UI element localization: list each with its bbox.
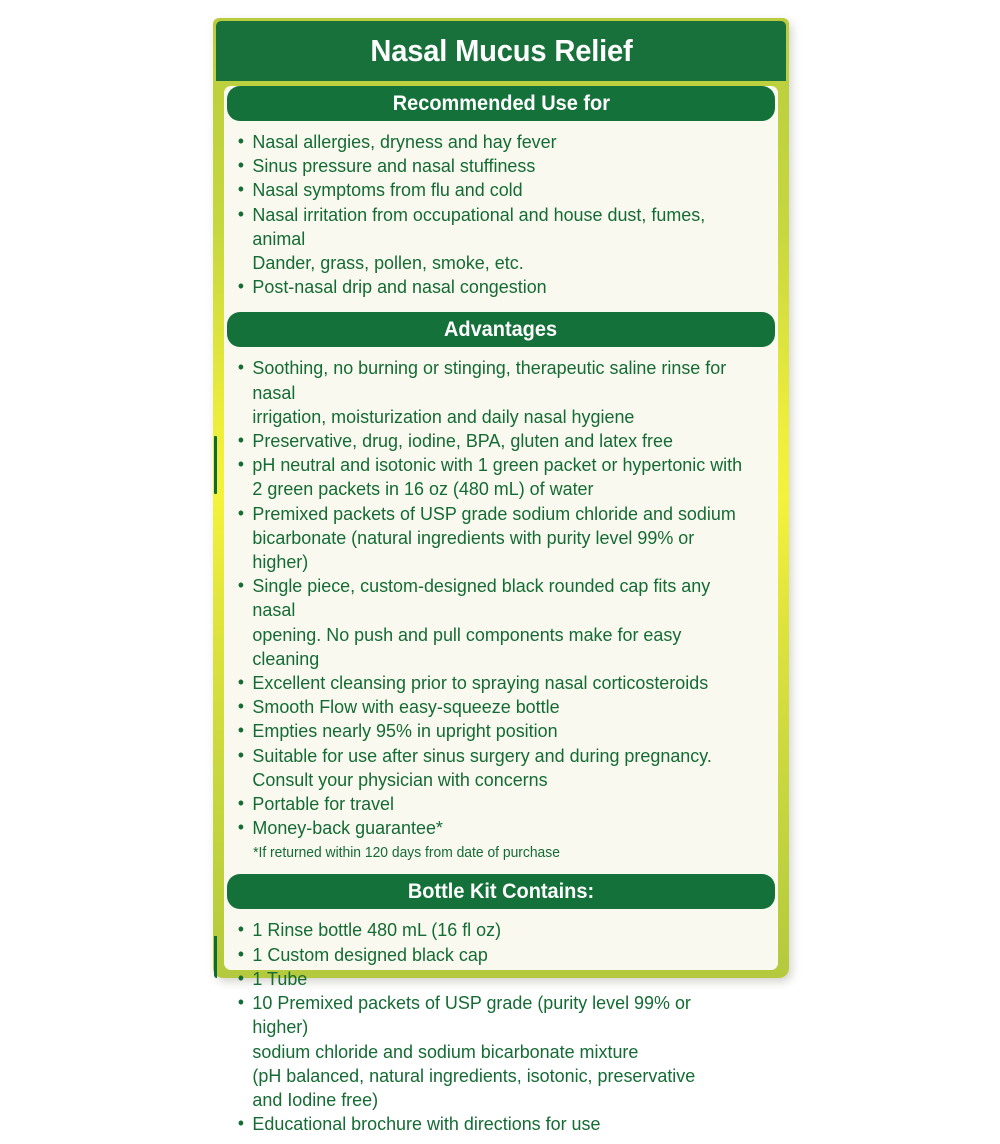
- section-footnote: *If returned within 120 days from date of purchase: [253, 845, 560, 862]
- list-item-line: • Soothing, no burning or stinging, therapeutic saline rinse for nasal: [252, 357, 727, 403]
- section-1: [224, 86, 778, 306]
- section-header-pill: [227, 874, 775, 909]
- list-item-line: • Single piece, custom-designed black rounded cap fits any nasal: [252, 575, 711, 621]
- list-item-line: • 10 Premixed packets of USP grade (purity level 99% or higher): [252, 992, 691, 1038]
- list-item: [236, 1112, 749, 1136]
- list-item-line: • pH neutral and isotonic with 1 green packet or hypertonic with: [252, 454, 743, 476]
- list-item-line: • Nasal symptoms from flu and cold: [252, 179, 523, 201]
- list-item: [236, 816, 749, 840]
- list-item-line: Consult your physician with concerns: [252, 768, 548, 790]
- sections-container: [224, 86, 778, 1144]
- list-item-line: • Suitable for use after sinus surgery and during pregnancy.: [252, 744, 712, 766]
- list-item: [236, 502, 749, 575]
- bullet-list: [224, 909, 778, 1144]
- list-item-line: • Premixed packets of USP grade sodium chloride and sodium: [252, 502, 736, 524]
- list-item-line: and Iodine free): [252, 1088, 379, 1110]
- section-heading: Bottle Kit Contains:: [407, 879, 595, 903]
- list-item: [236, 719, 749, 743]
- list-item: [236, 178, 749, 202]
- list-item: [236, 429, 749, 453]
- bullet-list: [224, 121, 778, 306]
- list-item: [236, 574, 749, 671]
- list-item-line: • 1 Tube: [252, 967, 308, 989]
- section-3: [224, 874, 778, 1144]
- list-item-line: irrigation, moisturization and daily nasal hygiene: [252, 405, 635, 427]
- list-item: [236, 453, 749, 501]
- list-item-line: • Excellent cleansing prior to spraying nasal corticosteroids: [252, 672, 709, 694]
- list-item-line: (pH balanced, natural ingredients, isotonic, preservative: [252, 1064, 696, 1086]
- bullet-list: [224, 347, 778, 840]
- list-item-line: sodium chloride and sodium bicarbonate mixture: [252, 1040, 639, 1062]
- list-item: [236, 744, 749, 792]
- list-item: [236, 991, 749, 1112]
- list-item: [236, 154, 749, 178]
- content-card: [224, 86, 778, 1135]
- product-title-bar: [216, 21, 786, 81]
- list-item: [236, 671, 749, 695]
- list-item: [236, 695, 749, 719]
- list-item-line: 2 green packets in 16 oz (480 mL) of water: [252, 478, 594, 500]
- left-edge-accent-upper: [214, 436, 217, 494]
- page-title: Nasal Mucus Relief: [369, 33, 633, 68]
- list-item: [236, 967, 749, 991]
- list-item-line: • Smooth Flow with easy-squeeze bottle: [252, 696, 560, 718]
- list-item: [236, 792, 749, 816]
- left-edge-accent-lower: [214, 936, 217, 978]
- list-item: [236, 203, 749, 276]
- list-item-line: opening. No push and pull components make for easy cleaning: [252, 623, 682, 669]
- list-item-line: bicarbonate (natural ingredients with purity level 99% or higher): [252, 526, 695, 573]
- list-item-line: • Nasal irritation from occupational and house dust, fumes, animal: [252, 203, 706, 249]
- list-item-line: Dander, grass, pollen, smoke, etc.: [252, 252, 524, 274]
- list-item-line: • Empties nearly 95% in upright position: [252, 720, 558, 742]
- list-item-line: • Educational brochure with directions for use: [252, 1113, 601, 1135]
- list-item-line: • Nasal allergies, dryness and hay fever: [252, 131, 557, 152]
- list-item-line: • Sinus pressure and nasal stuffiness: [252, 155, 536, 177]
- list-item: [236, 918, 749, 942]
- section-2: [224, 312, 778, 869]
- list-item-line: • 1 Custom designed black cap: [252, 943, 488, 965]
- section-header-pill: [227, 86, 775, 121]
- list-item: [236, 275, 749, 299]
- section-header-pill: [227, 312, 775, 347]
- list-item-line: • Money-back guarantee*: [252, 817, 443, 839]
- list-item-line: • Portable for travel: [252, 793, 395, 815]
- list-item: [236, 356, 749, 429]
- list-item-line: • 1 Rinse bottle 480 mL (16 fl oz): [252, 919, 502, 941]
- product-panel-frame: [213, 18, 789, 1135]
- section-heading: Recommended Use for: [392, 91, 610, 115]
- list-item-line: • Post-nasal drip and nasal congestion: [252, 276, 547, 298]
- list-item: [236, 130, 749, 154]
- section-heading: Advantages: [444, 317, 558, 341]
- list-item-line: • Preservative, drug, iodine, BPA, gluten and latex free: [252, 430, 673, 452]
- list-item: [236, 943, 749, 967]
